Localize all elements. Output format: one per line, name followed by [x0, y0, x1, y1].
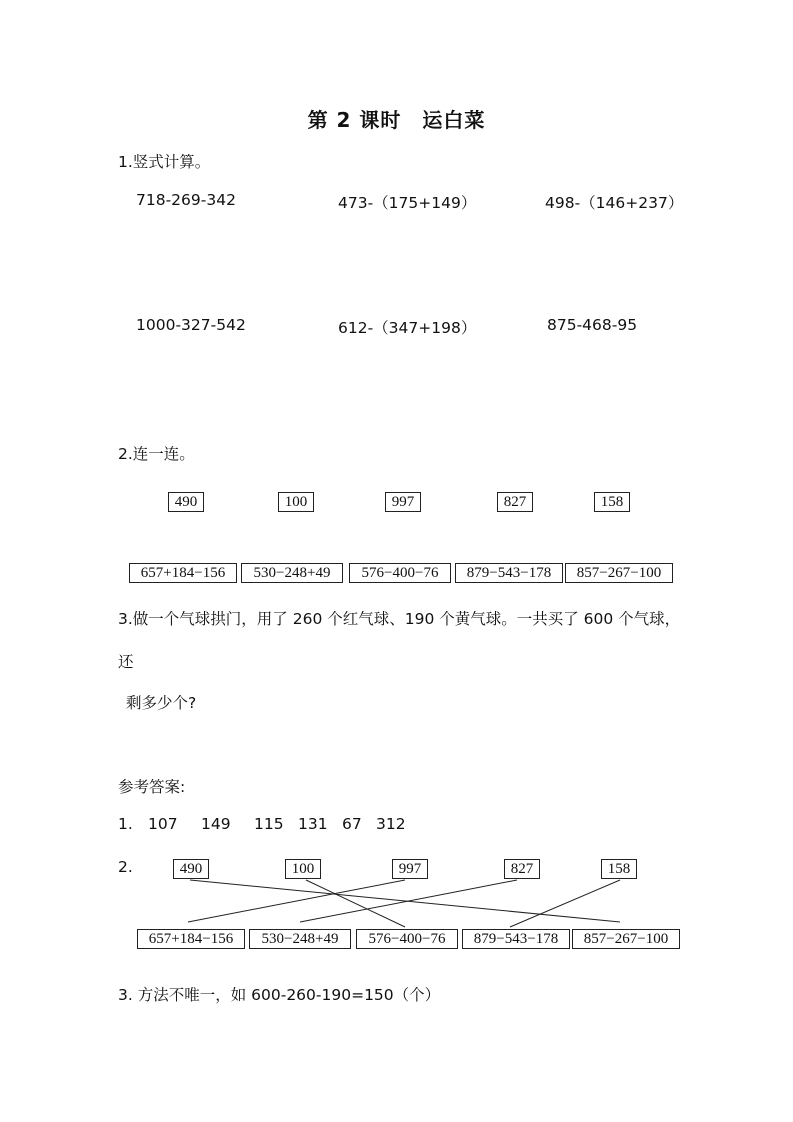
question-3-line-1: 3.做一个气球拱门，用了 260 个红气球、190 个黄气球。一共买了 600 个气球， [118, 610, 681, 628]
answer-1-value: 115 [254, 815, 284, 833]
answer-number-box: 490 [173, 859, 209, 879]
problem-6: 875-468-95 [547, 316, 638, 334]
answer-number-box: 158 [601, 859, 637, 879]
question-3-line-3: 剩多少个? [126, 694, 197, 712]
problem-5: 612-（347+198） [338, 319, 477, 337]
answer-expression-box: 657+184−156 [137, 929, 245, 949]
question-2-label: 2.连一连。 [118, 445, 195, 463]
problem-4: 1000-327-542 [136, 316, 246, 334]
match-line [190, 880, 620, 922]
number-box: 158 [594, 492, 630, 512]
match-line [300, 880, 517, 922]
number-box: 997 [385, 492, 421, 512]
question-1-label: 1.竖式计算。 [118, 153, 211, 171]
answer-expression-box: 879−543−178 [462, 929, 570, 949]
expression-box: 576−400−76 [349, 563, 451, 583]
page-title: 第 2 课时 运白菜 [307, 108, 486, 132]
answer-expression-box: 530−248+49 [249, 929, 351, 949]
answer-3: 3. 方法不唯一，如 600-260-190=150（个） [118, 986, 441, 1004]
expression-box: 530−248+49 [241, 563, 343, 583]
number-box: 490 [168, 492, 204, 512]
answers-label: 参考答案: [118, 778, 186, 796]
match-line [188, 880, 405, 922]
expression-box: 657+184−156 [129, 563, 237, 583]
answer-1-prefix: 1. [118, 815, 133, 833]
answer-number-box: 100 [285, 859, 321, 879]
question-3-line-2: 还 [118, 653, 134, 671]
answer-1-value: 149 [201, 815, 231, 833]
answer-2-prefix: 2. [118, 858, 133, 876]
number-box: 100 [278, 492, 314, 512]
answer-1-value: 131 [298, 815, 328, 833]
problem-3: 498-（146+237） [545, 194, 684, 212]
expression-box: 857−267−100 [565, 563, 673, 583]
problem-1: 718-269-342 [136, 191, 236, 209]
answer-expression-box: 576−400−76 [356, 929, 458, 949]
expression-box: 879−543−178 [455, 563, 563, 583]
answer-1-value: 107 [148, 815, 178, 833]
problem-2: 473-（175+149） [338, 194, 477, 212]
answer-expression-box: 857−267−100 [572, 929, 680, 949]
number-box: 827 [497, 492, 533, 512]
answer-number-box: 827 [504, 859, 540, 879]
answer-1-value: 312 [376, 815, 406, 833]
match-line [306, 880, 405, 927]
answer-number-box: 997 [392, 859, 428, 879]
answer-1-value: 67 [342, 815, 362, 833]
